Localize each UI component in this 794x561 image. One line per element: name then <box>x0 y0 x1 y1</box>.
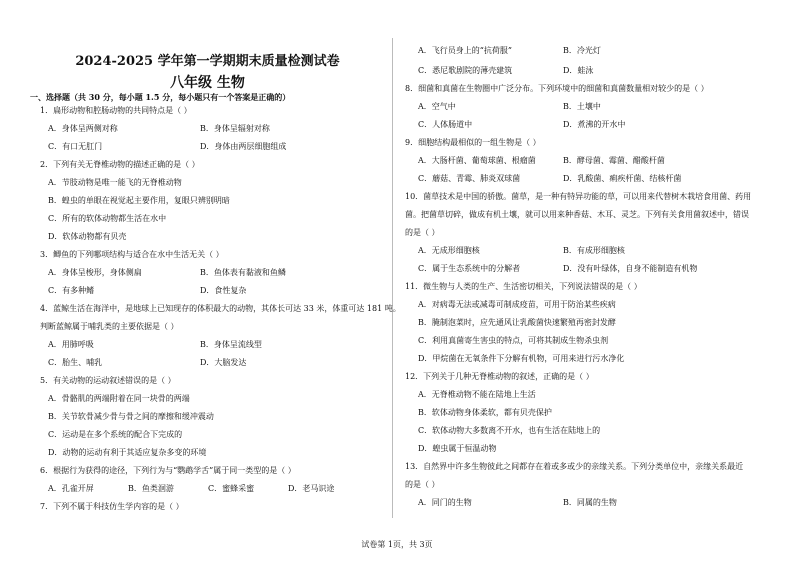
question-3-option-d: D．食性复杂 <box>200 286 247 295</box>
question-2: 2．下列有关无脊椎动物的描述正确的是（ ） <box>40 160 200 169</box>
question-10-option-d: D．没有叶绿体，自身不能制造有机物 <box>563 264 698 273</box>
question-7-option-a: A．飞行员身上的“抗荷服” <box>418 46 512 55</box>
question-4-option-b: B．身体呈流线型 <box>200 340 262 349</box>
question-13-option-a: A．同门的生物 <box>418 498 472 507</box>
question-4-option-c: C．胎生、哺乳 <box>48 358 103 367</box>
question-1-option-b: B．身体呈辐射对称 <box>200 124 270 133</box>
exam-subtitle: 八年级 生物 <box>170 75 245 91</box>
column-divider <box>392 38 393 518</box>
question-9-option-c: C．蘑菇、青霉、肺炎双球菌 <box>418 174 521 183</box>
question-8: 8．细菌和真菌在生物圈中广泛分布。下列环境中的细菌和真菌数量相对较少的是（ ） <box>405 84 709 93</box>
question-6: 6．根据行为获得的途径，下列行为与“鹦鹉学舌”属于同一类型的是（ ） <box>40 466 296 475</box>
question-2-option-c: C．所有的软体动物都生活在水中 <box>48 214 167 223</box>
question-6-option-d: D．老马识途 <box>288 484 335 493</box>
question-10-option-a: A．无成形细胞核 <box>418 246 480 255</box>
question-7-option-d: D．蛙泳 <box>563 66 594 75</box>
question-11-option-a: A．对病毒无法或减毒可制成疫苗，可用于防治某些疾病 <box>418 300 616 309</box>
question-12-option-b: B．软体动物身体柔软，都有贝壳保护 <box>418 408 552 417</box>
question-3-option-c: C．有多种鳍 <box>48 286 95 295</box>
question-11-option-b: B．腌制泡菜时，应先通风让乳酸菌快速繁殖再密封发酵 <box>418 318 616 327</box>
question-2-option-b: B．蝗虫的单眼在视觉起主要作用，复眼只辨别明暗 <box>48 196 230 205</box>
question-4: 4．蓝鲸生活在海洋中，是地球上已知现存的体积最大的动物，其体长可达 33 米，体重可达 181 吨。 <box>40 304 401 313</box>
question-2-option-a: A．节肢动物是唯一能飞的无脊椎动物 <box>48 178 182 187</box>
question-5-option-b: B．关节软骨减少骨与骨之间的摩擦和缓冲震动 <box>48 412 214 421</box>
question-6-option-a: A．孔雀开屏 <box>48 484 94 493</box>
exam-title: 2024-2025 学年第一学期期末质量检测试卷 <box>75 54 340 69</box>
question-1-option-c: C．有口无肛门 <box>48 142 103 151</box>
question-2-option-d: D．软体动物都有贝壳 <box>48 232 127 241</box>
question-8-option-d: D．煮沸的开水中 <box>563 120 626 129</box>
question-5-option-d: D．动物的运动有利于其适应复杂多变的环境 <box>48 448 207 457</box>
question-7: 7．下列不属于科技仿生学内容的是（ ） <box>40 502 184 511</box>
question-3-option-b: B．鱼体表有黏液和鱼鳞 <box>200 268 286 277</box>
question-5-option-c: C．运动是在多个系统的配合下完成的 <box>48 430 183 439</box>
question-4-line-2: 判断蓝鲸属于哺乳类的主要依据是（ ） <box>40 322 179 331</box>
question-1: 1．扁形动物和腔肠动物的共同特点是（ ） <box>40 106 192 115</box>
question-6-option-c: C．蜜蜂采蜜 <box>208 484 255 493</box>
question-9-option-d: D．乳酸菌、痢疾杆菌、结核杆菌 <box>563 174 682 183</box>
question-11: 11．微生物与人类的生产、生活密切相关，下列说法错误的是（ ） <box>405 282 642 291</box>
question-8-option-b: B．土壤中 <box>563 102 601 111</box>
question-3: 3．鲫鱼的下列哪项结构与适合在水中生活无关（ ） <box>40 250 224 259</box>
question-8-option-c: C．人体肠道中 <box>418 120 473 129</box>
question-11-option-d: D．甲烷菌在无氧条件下分解有机物，可用来进行污水净化 <box>418 354 625 363</box>
question-13: 13．自然界中许多生物彼此之间都存在着或多或少的亲缘关系。下列分类单位中，亲缘关系最近 <box>405 462 744 471</box>
question-7-option-c: C．悉尼歌剧院的薄壳建筑 <box>418 66 513 75</box>
question-10: 10．菌草技术是中国的骄傲。菌草，是一种有特异功能的草，可以用来代替树木栽培食用菌、药用 <box>405 192 752 201</box>
question-13-option-b: B．同属的生物 <box>563 498 617 507</box>
question-3-option-a: A．身体呈梭形，身体侧扁 <box>48 268 142 277</box>
question-5: 5．有关动物的运动叙述错误的是（ ） <box>40 376 176 385</box>
question-8-option-a: A．空气中 <box>418 102 456 111</box>
question-4-option-a: A．用肺呼吸 <box>48 340 94 349</box>
question-7-option-b: B．冷光灯 <box>563 46 601 55</box>
question-10-line-2: 菌。把菌草切碎，做成有机土壤，就可以用来种香菇、木耳、灵芝。下列有关食用菌叙述中，错误 <box>405 210 749 219</box>
question-9-option-b: B．酵母菌、霉菌、醋酸杆菌 <box>563 156 665 165</box>
question-10-option-c: C．属于生态系统中的分解者 <box>418 264 521 273</box>
question-10-line-3: 的是（ ） <box>405 228 440 237</box>
question-9-option-a: A．大肠杆菌、葡萄球菌、根瘤菌 <box>418 156 536 165</box>
question-9: 9．细胞结构最相似的一组生物是（ ） <box>405 138 541 147</box>
question-12-option-a: A．无脊椎动物不能在陆地上生活 <box>418 390 536 399</box>
question-6-option-b: B．鱼类洄游 <box>128 484 174 493</box>
question-13-line-2: 的是（ ） <box>405 480 440 489</box>
question-12-option-d: D．蝗虫属于恒温动物 <box>418 444 497 453</box>
question-5-option-a: A．骨骼肌的两端附着在同一块骨的两端 <box>48 394 190 403</box>
question-4-option-d: D．大脑发达 <box>200 358 247 367</box>
question-1-option-a: A．身体呈两侧对称 <box>48 124 118 133</box>
section-heading: 一、选择题（共 30 分，每小题 1.5 分，每小题只有一个答案是正确的） <box>30 92 291 102</box>
question-12-option-c: C．软体动物大多数离不开水，也有生活在陆地上的 <box>418 426 601 435</box>
question-10-option-b: B．有成形细胞核 <box>563 246 625 255</box>
question-1-option-d: D．身体由两层细胞组成 <box>200 142 287 151</box>
question-11-option-c: C．利用真菌寄生害虫的特点，可将其制成生物杀虫剂 <box>418 336 609 345</box>
question-12: 12．下列关于几种无脊椎动物的叙述，正确的是（ ） <box>405 372 594 381</box>
page-footer: 试卷第 1页，共 3页 <box>361 540 433 549</box>
